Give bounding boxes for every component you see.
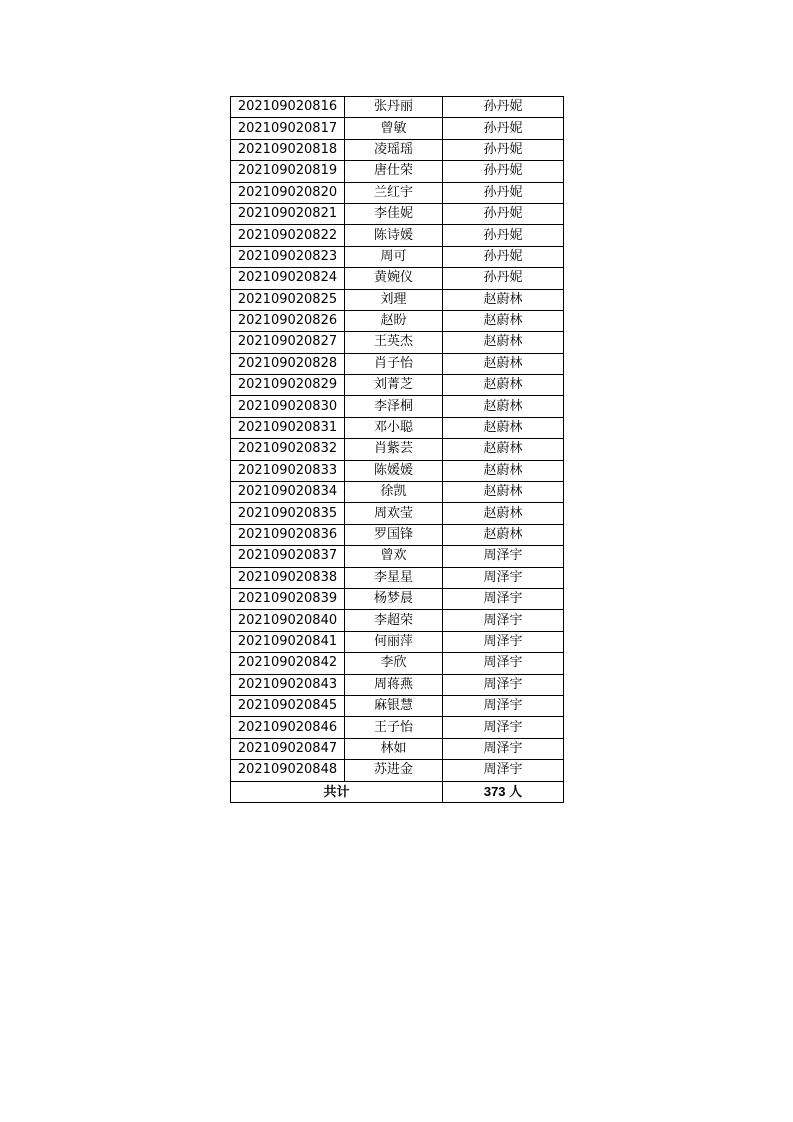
table-row xyxy=(231,161,564,182)
table-row xyxy=(231,760,564,781)
teacher-name-cell: 周泽宇 xyxy=(443,546,564,567)
table-row xyxy=(231,738,564,759)
total-label: 共计 xyxy=(231,781,443,802)
student-id-cell: 202109020832 xyxy=(231,439,345,460)
student-id-cell: 202109020834 xyxy=(231,482,345,503)
student-id-cell: 202109020838 xyxy=(231,567,345,588)
student-name-cell: 曾欢 xyxy=(345,546,443,567)
student-name-cell: 刘理 xyxy=(345,289,443,310)
total-value: 373 人 xyxy=(443,781,564,802)
student-id-cell: 202109020818 xyxy=(231,139,345,160)
table-row xyxy=(231,97,564,118)
table-row xyxy=(231,310,564,331)
student-id-cell: 202109020848 xyxy=(231,760,345,781)
student-id-cell: 202109020846 xyxy=(231,717,345,738)
student-id-cell: 202109020823 xyxy=(231,246,345,267)
table-row xyxy=(231,674,564,695)
teacher-name-cell: 赵蔚林 xyxy=(443,439,564,460)
student-id-cell: 202109020816 xyxy=(231,97,345,118)
table-row xyxy=(231,203,564,224)
student-name-cell: 肖紫芸 xyxy=(345,439,443,460)
student-name-cell: 唐仕荣 xyxy=(345,161,443,182)
table-row xyxy=(231,375,564,396)
student-name-cell: 邓小聪 xyxy=(345,417,443,438)
student-id-cell: 202109020821 xyxy=(231,203,345,224)
table-row xyxy=(231,588,564,609)
student-id-cell: 202109020820 xyxy=(231,182,345,203)
student-name-cell: 周欢莹 xyxy=(345,503,443,524)
table-row xyxy=(231,567,564,588)
student-id-cell: 202109020822 xyxy=(231,225,345,246)
roster-body xyxy=(231,97,564,803)
table-row xyxy=(231,546,564,567)
roster-sheet xyxy=(230,96,563,803)
student-id-cell: 202109020824 xyxy=(231,268,345,289)
table-row xyxy=(231,289,564,310)
student-name-cell: 罗国锋 xyxy=(345,524,443,545)
teacher-name-cell: 周泽宇 xyxy=(443,717,564,738)
student-id-cell: 202109020825 xyxy=(231,289,345,310)
teacher-name-cell: 赵蔚林 xyxy=(443,396,564,417)
student-id-cell: 202109020817 xyxy=(231,118,345,139)
student-id-cell: 202109020839 xyxy=(231,588,345,609)
student-id-cell: 202109020843 xyxy=(231,674,345,695)
teacher-name-cell: 周泽宇 xyxy=(443,760,564,781)
student-name-cell: 凌瑶瑶 xyxy=(345,139,443,160)
student-name-cell: 陈媛媛 xyxy=(345,460,443,481)
student-id-cell: 202109020827 xyxy=(231,332,345,353)
table-row xyxy=(231,610,564,631)
teacher-name-cell: 孙丹妮 xyxy=(443,139,564,160)
teacher-name-cell: 周泽宇 xyxy=(443,653,564,674)
student-name-cell: 林如 xyxy=(345,738,443,759)
student-name-cell: 杨梦晨 xyxy=(345,588,443,609)
student-id-cell: 202109020831 xyxy=(231,417,345,438)
total-row xyxy=(231,781,564,802)
table-row xyxy=(231,717,564,738)
teacher-name-cell: 赵蔚林 xyxy=(443,482,564,503)
teacher-name-cell: 孙丹妮 xyxy=(443,161,564,182)
table-row xyxy=(231,503,564,524)
student-id-cell: 202109020837 xyxy=(231,546,345,567)
student-name-cell: 曾敏 xyxy=(345,118,443,139)
student-name-cell: 李超荣 xyxy=(345,610,443,631)
student-name-cell: 李佳妮 xyxy=(345,203,443,224)
teacher-name-cell: 孙丹妮 xyxy=(443,182,564,203)
student-id-cell: 202109020830 xyxy=(231,396,345,417)
teacher-name-cell: 孙丹妮 xyxy=(443,118,564,139)
teacher-name-cell: 赵蔚林 xyxy=(443,310,564,331)
student-id-cell: 202109020833 xyxy=(231,460,345,481)
table-row xyxy=(231,118,564,139)
student-name-cell: 何丽萍 xyxy=(345,631,443,652)
roster-table xyxy=(230,96,564,803)
table-row xyxy=(231,353,564,374)
teacher-name-cell: 赵蔚林 xyxy=(443,332,564,353)
table-row xyxy=(231,631,564,652)
teacher-name-cell: 赵蔚林 xyxy=(443,289,564,310)
table-row xyxy=(231,482,564,503)
teacher-name-cell: 周泽宇 xyxy=(443,674,564,695)
student-id-cell: 202109020829 xyxy=(231,375,345,396)
table-row xyxy=(231,396,564,417)
student-id-cell: 202109020840 xyxy=(231,610,345,631)
table-row xyxy=(231,182,564,203)
teacher-name-cell: 周泽宇 xyxy=(443,610,564,631)
student-id-cell: 202109020826 xyxy=(231,310,345,331)
table-row xyxy=(231,332,564,353)
teacher-name-cell: 赵蔚林 xyxy=(443,417,564,438)
student-name-cell: 肖子怡 xyxy=(345,353,443,374)
student-id-cell: 202109020819 xyxy=(231,161,345,182)
student-name-cell: 李泽桐 xyxy=(345,396,443,417)
student-id-cell: 202109020845 xyxy=(231,695,345,716)
student-id-cell: 202109020841 xyxy=(231,631,345,652)
teacher-name-cell: 孙丹妮 xyxy=(443,246,564,267)
table-row xyxy=(231,417,564,438)
table-row xyxy=(231,653,564,674)
student-id-cell: 202109020847 xyxy=(231,738,345,759)
student-id-cell: 202109020842 xyxy=(231,653,345,674)
teacher-name-cell: 孙丹妮 xyxy=(443,97,564,118)
table-row xyxy=(231,460,564,481)
teacher-name-cell: 周泽宇 xyxy=(443,738,564,759)
student-name-cell: 兰红宇 xyxy=(345,182,443,203)
student-name-cell: 李欣 xyxy=(345,653,443,674)
table-row xyxy=(231,246,564,267)
table-row xyxy=(231,439,564,460)
table-row xyxy=(231,139,564,160)
teacher-name-cell: 孙丹妮 xyxy=(443,268,564,289)
student-name-cell: 黄婉仪 xyxy=(345,268,443,289)
table-row xyxy=(231,695,564,716)
student-name-cell: 周蒋燕 xyxy=(345,674,443,695)
student-name-cell: 苏进金 xyxy=(345,760,443,781)
student-id-cell: 202109020836 xyxy=(231,524,345,545)
teacher-name-cell: 孙丹妮 xyxy=(443,203,564,224)
student-id-cell: 202109020828 xyxy=(231,353,345,374)
student-name-cell: 麻银慧 xyxy=(345,695,443,716)
teacher-name-cell: 赵蔚林 xyxy=(443,503,564,524)
teacher-name-cell: 孙丹妮 xyxy=(443,225,564,246)
teacher-name-cell: 赵蔚林 xyxy=(443,375,564,396)
student-name-cell: 徐凯 xyxy=(345,482,443,503)
student-id-cell: 202109020835 xyxy=(231,503,345,524)
student-name-cell: 陈诗媛 xyxy=(345,225,443,246)
student-name-cell: 刘菁芝 xyxy=(345,375,443,396)
teacher-name-cell: 赵蔚林 xyxy=(443,353,564,374)
student-name-cell: 李星星 xyxy=(345,567,443,588)
table-row xyxy=(231,225,564,246)
teacher-name-cell: 周泽宇 xyxy=(443,567,564,588)
table-row xyxy=(231,524,564,545)
teacher-name-cell: 周泽宇 xyxy=(443,588,564,609)
teacher-name-cell: 周泽宇 xyxy=(443,631,564,652)
table-row xyxy=(231,268,564,289)
teacher-name-cell: 周泽宇 xyxy=(443,695,564,716)
student-name-cell: 王英杰 xyxy=(345,332,443,353)
student-name-cell: 周可 xyxy=(345,246,443,267)
teacher-name-cell: 赵蔚林 xyxy=(443,524,564,545)
student-name-cell: 张丹丽 xyxy=(345,97,443,118)
student-name-cell: 王子怡 xyxy=(345,717,443,738)
student-name-cell: 赵盼 xyxy=(345,310,443,331)
teacher-name-cell: 赵蔚林 xyxy=(443,460,564,481)
